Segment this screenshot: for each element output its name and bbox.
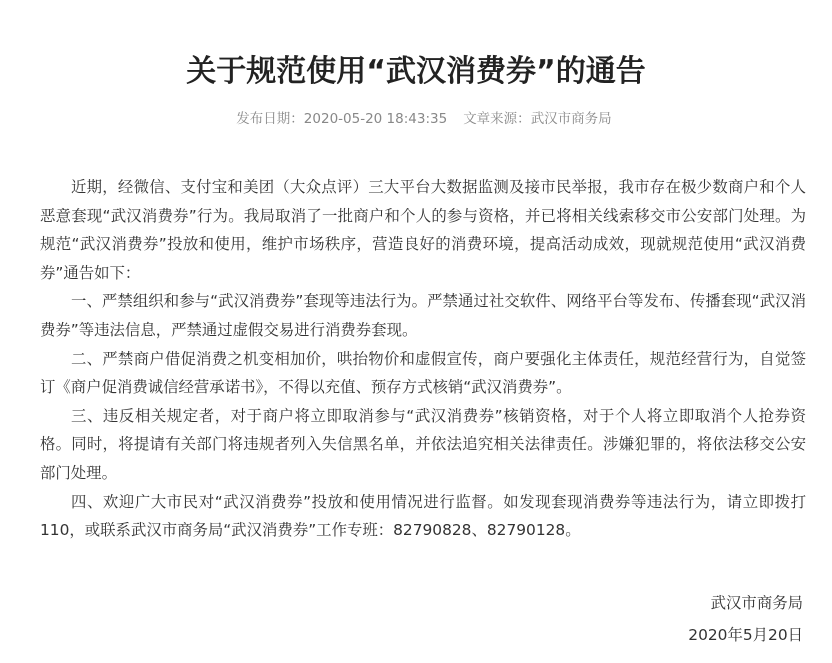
rule-paragraph-4: 四、欢迎广大市民对“武汉消费券”投放和使用情况进行监督。如发现套现消费券等违法行为，请立即拨打110，或联系武汉市商务局“武汉消费券”工作专班：82790828、82790128。 bbox=[40, 492, 806, 540]
rule-paragraph-2: 二、严禁商户借促消费之机变相加价，哄抬物价和虚假宣传，商户要强化主体责任，规范经营行为，自觉签订《商户促消费诚信经营承诺书》，不得以充值、预存方式核销“武汉消费券”。 bbox=[40, 349, 806, 397]
rule-paragraph-3: 三、违反相关规定者，对于商户将立即取消参与“武汉消费券”核销资格，对于个人将立即取消个人抢券资格。同时，将提请有关部门将违规者列入失信黑名单，并依法追究相关法律责任。涉嫌犯罪的，将依法移交公安部门处理。 bbox=[40, 406, 806, 482]
page-title: 关于规范使用“武汉消费券”的通告 bbox=[186, 54, 646, 90]
signature-org: 武汉市商务局 bbox=[710, 594, 803, 612]
rule-paragraph-1: 一、严禁组织和参与“武汉消费券”套现等违法行为。严禁通过社交软件、网络平台等发布、传播套现“武汉消费券”等违法信息，严禁通过虚假交易进行消费券套现。 bbox=[40, 292, 806, 339]
intro-paragraph: 近期，经微信、支付宝和美团（大众点评）三大平台大数据监测及接市民举报，我市存在极少数商户和个人恶意套现“武汉消费券”行为。我局取消了一批商户和个人的参与资格，并已将相关线索移交市公安部门处理。为规范“武汉消费券”投放和使用，维护市场秩序，营造良好的消费环境，提高活动成效，现就规范使用“武汉消费券”通告如下： bbox=[40, 178, 806, 282]
publish-date: 2020-05-20 18:43:35 bbox=[303, 111, 448, 127]
article-body bbox=[40, 173, 806, 545]
article-meta bbox=[0, 108, 832, 130]
source-label: 文章来源： bbox=[463, 111, 531, 127]
publish-label: 发布日期： bbox=[236, 111, 304, 127]
signature-date: 2020年5月20日 bbox=[688, 626, 803, 644]
source-value: 武汉市商务局 bbox=[530, 111, 612, 127]
